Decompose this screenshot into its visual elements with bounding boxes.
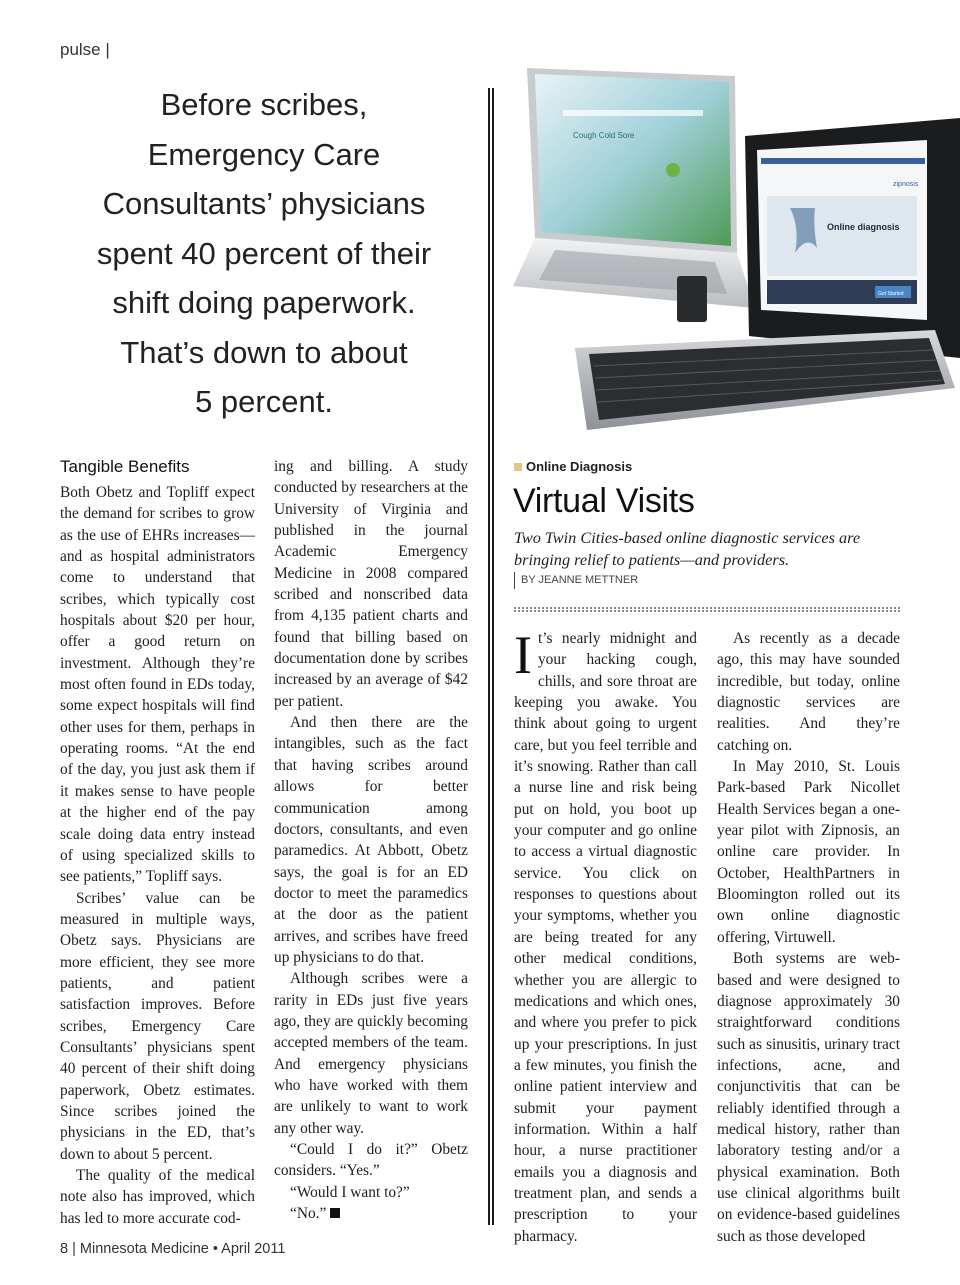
monitor-screen-button: Get Started [878,291,904,297]
pull-quote-line: spent 40 percent of their [96,235,432,271]
paragraph: The quality of the medical note also has improved, which has led to more accurate cod- [60,1167,255,1227]
keyboard [575,330,955,430]
paragraph: ing and billing. A study conducted by researchers at the University of Virginia and published in the journal Academic Emergency Medicine in 2008 compared scribed and nonscribed data from 4,135 patient charts and found that billing based on documentation done by scribes increased by an average of $42 per patient. [274,458,468,710]
article-column-3 [514,625,697,1247]
byline: BY JEANNE METTNER [514,572,638,589]
paragraph: “Would I want to?” [290,1183,410,1201]
headline: Virtual Visits [513,482,695,520]
paragraph: As recently as a decade ago, this may have sounded incredible, but today, online diagnostic services are realities. And they’re catching on. [717,630,900,754]
laptop-screen-text: Cough Cold Sore [573,131,635,140]
article-column-4 [717,628,900,1247]
pull-quote [60,80,468,427]
dotted-rule [514,607,900,612]
monitor-screen-heading: Online diagnosis [827,222,900,232]
page-footer: 8 | Minnesota Medicine • April 2011 [60,1241,286,1257]
pull-quote-line: 5 percent. [195,384,333,419]
monitor [745,118,960,358]
kicker [514,459,632,474]
computer-photo [505,58,960,440]
laptop [513,68,755,308]
closing-line: “No.” [290,1205,327,1223]
paragraph: Both systems are web-based and were designed to diagnose approximately 30 straightforward conditions such as sinusitis, urinary tract infections, acne, and conjunctivitis that can be reliably identified through a medical history, rather than laboratory testing and/or a physical examination. Both use clinical algorithms built on evidence-based guidelines such as those developed [717,950,900,1245]
article-column-1 [60,456,255,1229]
paragraph [274,1203,468,1224]
end-mark-icon [330,1208,340,1218]
subhead: Tangible Benefits [60,457,190,476]
column-divider [488,88,494,1225]
pull-quote-line: Before scribes, [160,87,368,122]
pull-quote-line: shift doing paperwork. [112,285,416,320]
drop-cap: I [514,625,532,685]
paragraph: And then there are the intangibles, such as the fact that having scribes around allows for better communication among doctors, consultants, and even paramedics. At Abbott, Obetz says, the goal is for an ED doctor to meet the paramedics at the door as the patient arrives, and scribes have freed up physicians to do that. [274,714,468,966]
kicker-label: Online Diagnosis [526,459,633,474]
article-column-2 [274,456,468,1224]
pull-quote-line: That’s down to about [120,334,408,370]
kicker-square-icon [514,463,522,471]
paragraph: Both Obetz and Topliff expect the demand for scribes to grow as the use of EHRs increases—and as hospital administrators come to understand that scribes, which typically cost hospitals about $20 per hour, offer a good return on investment. Although they’re most often found in EDs today, some expect hospitals will find other uses for them, perhaps in operating rooms. “At the end of the day, you just ask them if it makes sense to have people at the higher end of the pay scale doing data entry instead of using specialized skills to see patients,” Topliff says. [60,484,255,886]
paragraph: “Could I do it?” Obetz considers. “Yes.” [274,1141,468,1180]
paragraph: Scribes’ value can be measured in multiple ways, Obetz says. Physicians are more efficient, they see more patients, and patient satisfaction improves. Before scribes, Emergency Care Consultants’ physicians spent 40 percent of their shift doing paperwork, Obetz estimates. Since scribes joined the physicians in the ED, that’s down to about 5 percent. [60,889,255,1163]
pull-quote-line: Consultants’ physicians [102,186,426,221]
dek: Two Twin Cities-based online diagnostic services are bringing relief to patients—and providers. [514,528,861,569]
paragraph: Although scribes were a rarity in EDs just five years ago, they are quickly becoming accepted members of the team. And emergency physicians who have worked with them are unlikely to want to work any other way. [274,970,468,1137]
monitor-brand: zipnosis [893,181,919,188]
section-label: pulse | [60,40,110,59]
speaker [677,276,707,322]
paragraph: t’s nearly midnight and your hacking cough, chills, and sore throat are keeping you awake. You think about going to urgent care, but you feel terrible and it’s snowing. Rather than call a nurse line and risk being put on hold, you boot up your computer and go online to access a virtual diagnostic service. You click on responses to questions about your symptoms, whether you are being treated for any other medical conditions, whether you are allergic to medications and which ones, and where you prefer to pick up your prescriptions. In just a few minutes, you finish the online patient interview and submit your payment information. Within a half hour, a nurse practitioner emails you a diagnosis and treatment plan, and sends a prescription to your pharmacy. [514,630,697,1245]
paragraph: In May 2010, St. Louis Park-based Park Nicollet Health Services began a one-year pilot with Zipnosis, an online care provider. In October, HealthPartners in Bloomington rolled out its own online diagnostic offering, Virtuwell. [717,758,900,946]
pull-quote-line: Emergency Care [147,136,381,172]
